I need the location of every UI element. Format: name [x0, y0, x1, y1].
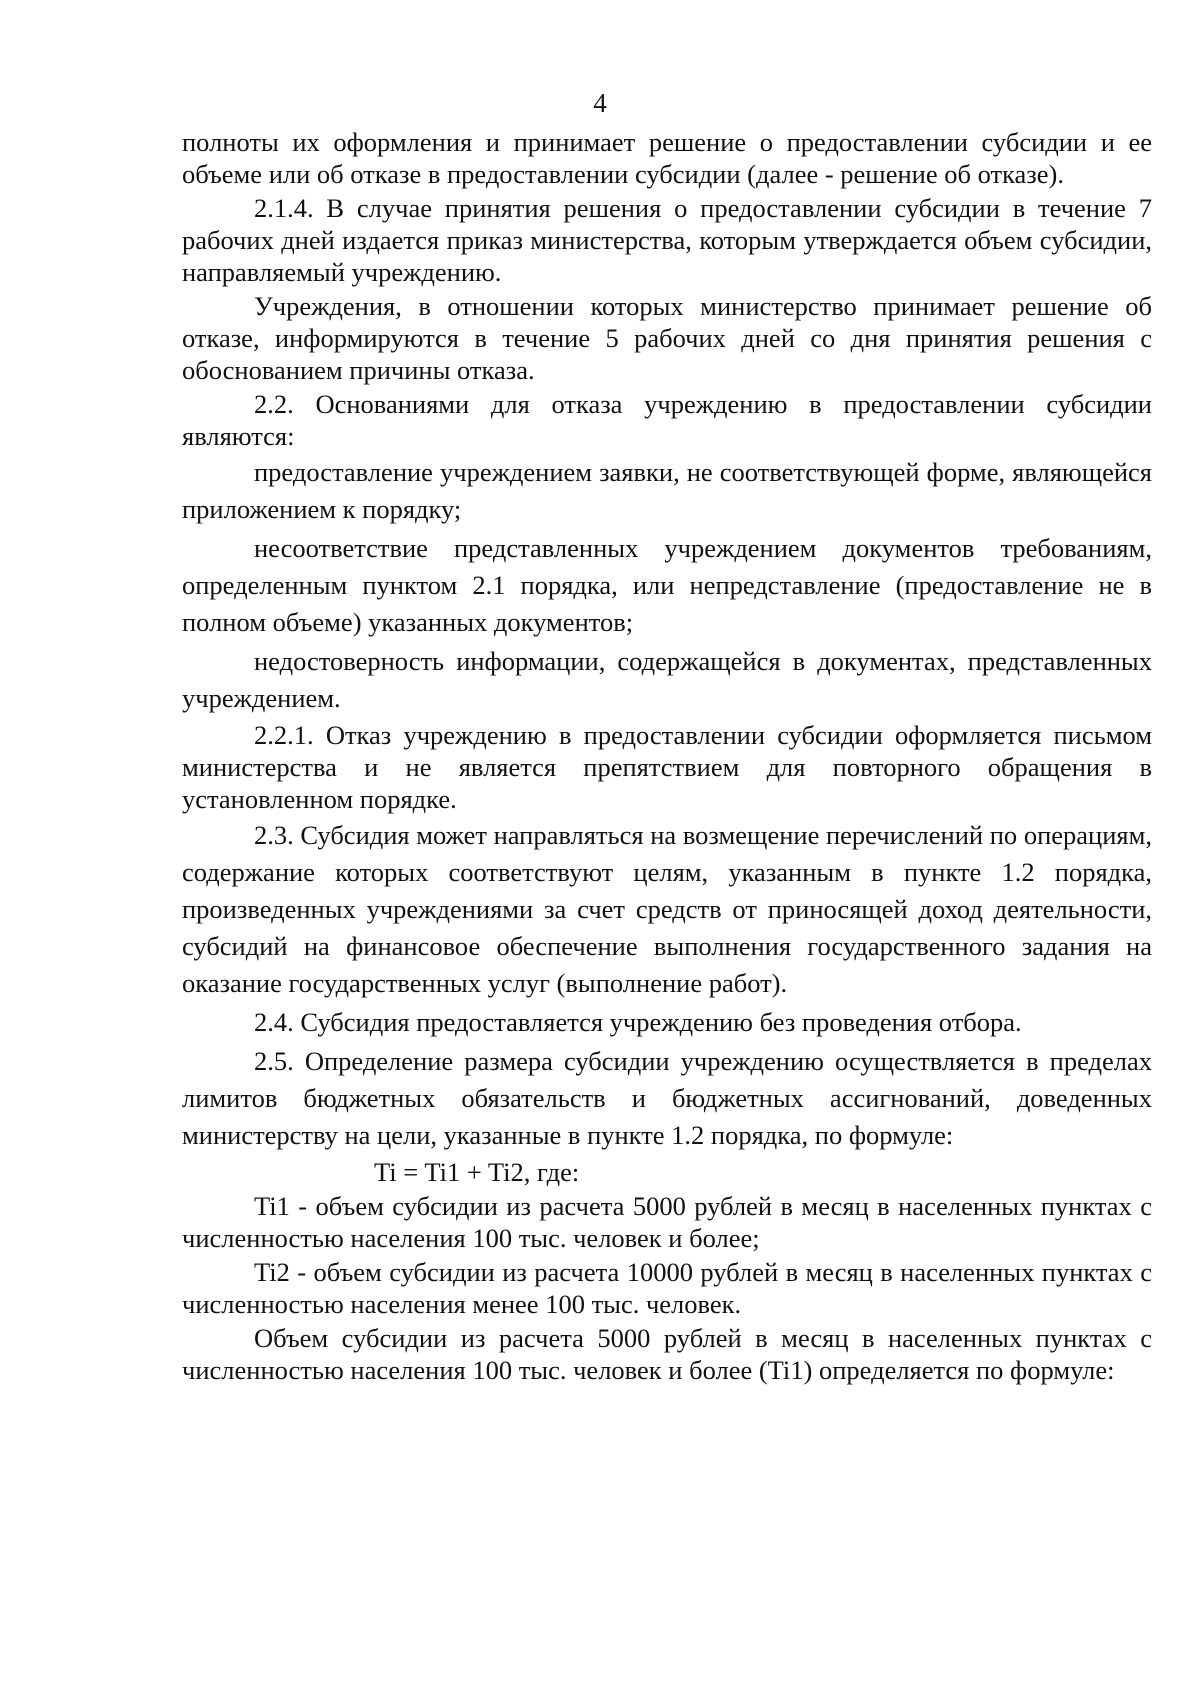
paragraph-refusal-reason-1: предоставление учреждением заявки, не соответствующей форме, являющейся приложением к порядку; — [182, 457, 1152, 524]
document-body — [182, 126, 1152, 1388]
paragraph-2-3: 2.3. Субсидия может направляться на возмещение перечислений по операциям, содержание которых соответствуют целям, указанным в пункте 1.2 порядка, произведенных учреждениями за счет средств от приносящей доход деятельности, субсидий на финансовое обеспечение выполнения государственного задания на оказание государственных услуг (выполнение работ). — [182, 820, 1152, 998]
paragraph-ti2-definition: Ti2 - объем субсидии из расчета 10000 рублей в месяц в населенных пунктах с численностью населения менее 100 тыс. человек. — [182, 1257, 1152, 1319]
paragraph-2-5: 2.5. Определение размера субсидии учреждению осуществляется в пределах лимитов бюджетных обязательств и бюджетных ассигнований, доведенных министерству на цели, указанные в пункте 1.2 порядка, по формуле: — [182, 1046, 1152, 1150]
formula-ti: Ti = Ti1 + Ti2, где: — [374, 1157, 580, 1187]
paragraph-2-1-4: 2.1.4. В случае принятия решения о предоставлении субсидии в течение 7 рабочих дней издается приказ министерства, которым утверждается объем субсидии, направляемый учреждению. — [182, 193, 1152, 287]
paragraph-2-4: 2.4. Субсидия предоставляется учреждению без проведения отбора. — [254, 1007, 1022, 1037]
paragraph-ti1-definition: Ti1 - объем субсидии из расчета 5000 рублей в месяц в населенных пунктах с численностью населения 100 тыс. человек и более; — [182, 1191, 1152, 1253]
paragraph-refusal-reason-2: несоответствие представленных учреждением документов требованиям, определенным пунктом 2.1 порядка, или непредставление (предоставление не в полном объеме) указанных документов; — [182, 533, 1152, 637]
paragraph-2-2-1: 2.2.1. Отказ учреждению в предоставлении субсидии оформляется письмом министерства и не является препятствием для повторного обращения в установленном порядке. — [182, 720, 1152, 814]
paragraph-ti1-formula-intro: Объем субсидии из расчета 5000 рублей в месяц в населенных пунктах с численностью населения 100 тыс. человек и более (Ti1) определяется по формуле: — [182, 1323, 1152, 1385]
paragraph-2-2: 2.2. Основаниями для отказа учреждению в предоставлении субсидии являются: — [182, 389, 1152, 451]
page-number: 4 — [593, 88, 607, 118]
paragraph-refusal-reason-3: недостоверность информации, содержащейся в документах, представленных учреждением. — [182, 646, 1152, 713]
paragraph-continuation: полноты их оформления и принимает решение о предоставлении субсидии и ее объеме или об отказе в предоставлении субсидии (далее - решение об отказе). — [182, 127, 1152, 189]
paragraph-refusal-notice: Учреждения, в отношении которых министерство принимает решение об отказе, информируются в течение 5 рабочих дней со дня принятия решения с обоснованием причины отказа. — [182, 291, 1152, 385]
